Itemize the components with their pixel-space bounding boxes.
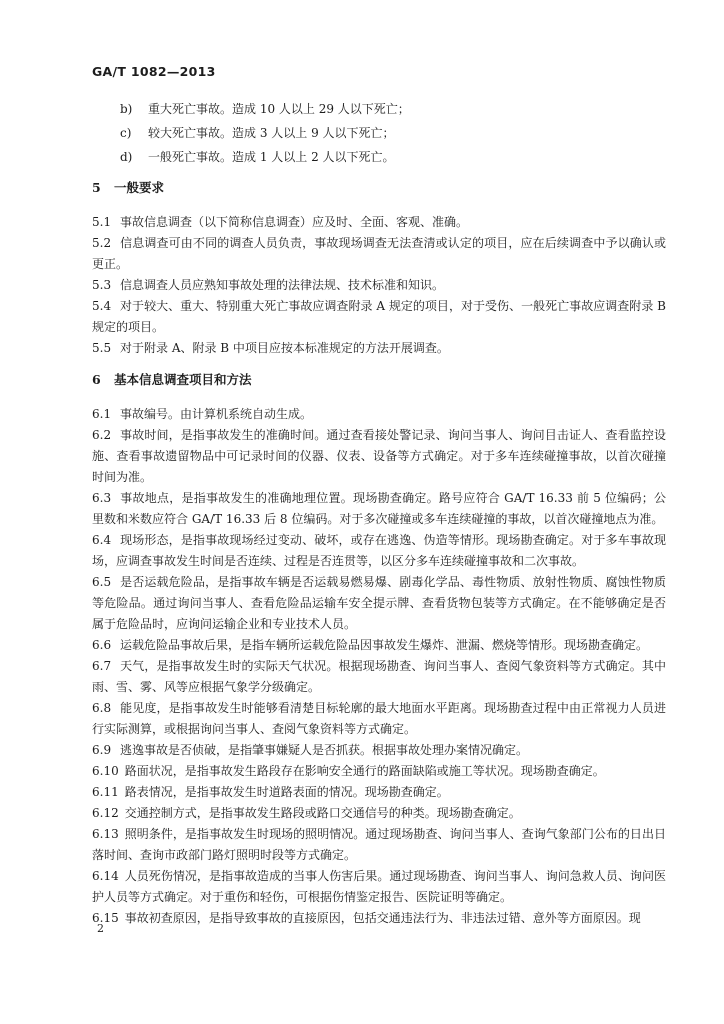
clause-text: 照明条件，是指事故发生时现场的照明情况。通过现场勘查、询问当事人、查询气象部门公布的日出日落时间、查询市政部门路灯照明时段等方式确定。 bbox=[92, 827, 666, 862]
clause-text: 运载危险品事故后果，是指车辆所运载危险品因事故发生爆炸、泄漏、燃烧等情形。现场勘查确定。 bbox=[120, 638, 649, 652]
section-5-clauses bbox=[92, 212, 666, 359]
section-title-text: 一般要求 bbox=[114, 180, 165, 195]
clause-number: 6.1 bbox=[92, 407, 112, 421]
clause-number: 6.10 bbox=[92, 764, 119, 778]
clause bbox=[92, 866, 666, 908]
clause-number: 5.3 bbox=[92, 278, 112, 292]
clause-number: 5.4 bbox=[92, 299, 112, 313]
clause-text: 逃逸事故是否侦破，是指肇事嫌疑人是否抓获。根据事故处理办案情况确定。 bbox=[120, 743, 529, 757]
clause-number: 6.4 bbox=[92, 533, 112, 547]
clause bbox=[92, 761, 666, 782]
clause-text: 信息调查可由不同的调查人员负责，事故现场调查无法查清或认定的项目，应在后续调查中予以确认或更正。 bbox=[92, 236, 666, 271]
clause-text: 对于附录 A、附录 B 中项目应按本标准规定的方法开展调查。 bbox=[120, 341, 449, 355]
clause bbox=[92, 530, 666, 572]
clause-number: 6.2 bbox=[92, 428, 112, 442]
clause-number: 6.15 bbox=[92, 911, 119, 925]
clause-number: 6.13 bbox=[92, 827, 119, 841]
list-item bbox=[120, 97, 660, 121]
list-item-mark: d) bbox=[120, 150, 133, 164]
clause bbox=[92, 425, 666, 488]
clause-text: 事故编号。由计算机系统自动生成。 bbox=[120, 407, 313, 421]
section-5-title bbox=[92, 178, 164, 196]
list-item-text: 较大死亡事故。造成 3 人以上 9 人以下死亡； bbox=[148, 126, 395, 140]
clause-number: 5.5 bbox=[92, 341, 112, 355]
section-6-title bbox=[92, 370, 252, 388]
clause-text: 事故地点，是指事故发生的准确地理位置。现场勘查确定。路号应符合 GA/T 16.33 前 5 位编码；公里数和米数应符合 GA/T 16.33 后 8 位编码。对于多次碰撞或多车连续碰撞的事故，以首次碰撞地点为准。 bbox=[92, 491, 666, 526]
list-item-mark: b) bbox=[120, 102, 133, 116]
list-item-mark: c) bbox=[120, 126, 132, 140]
clause-number: 6.5 bbox=[92, 575, 112, 589]
clause-text: 路表情况，是指事故发生时道路表面的情况。现场勘查确定。 bbox=[124, 785, 449, 799]
clause bbox=[92, 296, 666, 338]
clause-number: 6.8 bbox=[92, 701, 112, 715]
clause-text: 人员死伤情况，是指事故造成的当事人伤害后果。通过现场勘查、询问当事人、询问急救人员、询问医护人员等方式确定。对于重伤和轻伤，可根据伤情鉴定报告、医院证明等确定。 bbox=[92, 869, 666, 904]
clause bbox=[92, 824, 666, 866]
section-title-text: 基本信息调查项目和方法 bbox=[114, 372, 252, 387]
clause bbox=[92, 803, 666, 824]
list-item bbox=[120, 145, 660, 169]
clause-number: 6.11 bbox=[92, 785, 119, 799]
clause-number: 5.1 bbox=[92, 215, 112, 229]
section-number: 5 bbox=[92, 180, 101, 195]
clause-text: 能见度，是指事故发生时能够看清楚目标轮廓的最大地面水平距离。现场勘查过程中由正常视力人员进行实际测算，或根据询问当事人、查阅气象资料等方式确定。 bbox=[92, 701, 666, 736]
clause-text: 交通控制方式，是指事故发生路段或路口交通信号的种类。现场勘查确定。 bbox=[124, 806, 521, 820]
clause-number: 6.9 bbox=[92, 743, 112, 757]
fatality-level-list bbox=[120, 97, 660, 169]
clause-number: 6.7 bbox=[92, 659, 112, 673]
page-number: 2 bbox=[97, 922, 104, 935]
clause bbox=[92, 740, 666, 761]
clause-text: 是否运载危险品，是指事故车辆是否运载易燃易爆、剧毒化学品、毒性物质、放射性物质、腐蚀性物质等危险品。通过询问当事人、查看危险品运输车安全提示牌、查看货物包装等方式确定。在不能够确定是否属于危险品时，应询问运输企业和专业技术人员。 bbox=[92, 575, 666, 631]
clause bbox=[92, 908, 666, 929]
section-6-clauses bbox=[92, 404, 666, 929]
clause-text: 现场形态，是指事故现场经过变动、破坏，或存在逃逸、伪造等情形。现场勘查确定。对于多车事故现场，应调查事故发生时间是否连续、过程是否连贯等，以区分多车连续碰撞事故和二次事故。 bbox=[92, 533, 666, 568]
list-item bbox=[120, 121, 660, 145]
clause bbox=[92, 656, 666, 698]
clause bbox=[92, 212, 666, 233]
clause-number: 6.6 bbox=[92, 638, 112, 652]
clause-text: 天气，是指事故发生时的实际天气状况。根据现场勘查、询问当事人、查阅气象资料等方式确定。其中雨、雪、雾、风等应根据气象学分级确定。 bbox=[92, 659, 666, 694]
clause bbox=[92, 338, 666, 359]
clause bbox=[92, 635, 666, 656]
clause-number: 6.3 bbox=[92, 491, 112, 505]
clause bbox=[92, 782, 666, 803]
clause bbox=[92, 698, 666, 740]
clause bbox=[92, 572, 666, 635]
list-item-text: 重大死亡事故。造成 10 人以上 29 人以下死亡； bbox=[148, 102, 410, 116]
clause bbox=[92, 233, 666, 275]
section-number: 6 bbox=[92, 372, 101, 387]
clause-number: 6.12 bbox=[92, 806, 119, 820]
clause-text: 事故初查原因，是指导致事故的直接原因，包括交通违法行为、非违法过错、意外等方面原因。现 bbox=[124, 911, 641, 925]
clause bbox=[92, 404, 666, 425]
clause bbox=[92, 275, 666, 296]
clause-text: 对于较大、重大、特别重大死亡事故应调查附录 A 规定的项目，对于受伤、一般死亡事故应调查附录 B 规定的项目。 bbox=[92, 299, 666, 334]
clause-number: 5.2 bbox=[92, 236, 112, 250]
clause-text: 事故时间，是指事故发生的准确时间。通过查看接处警记录、询问当事人、询问目击证人、查看监控设施、查看事故遗留物品中可记录时间的仪器、仪表、设备等方式确定。对于多车连续碰撞事故，以首次碰撞时间为准。 bbox=[92, 428, 666, 484]
clause bbox=[92, 488, 666, 530]
list-item-text: 一般死亡事故。造成 1 人以上 2 人以下死亡。 bbox=[148, 150, 395, 164]
clause-number: 6.14 bbox=[92, 869, 119, 883]
clause-text: 事故信息调查（以下简称信息调查）应及时、全面、客观、准确。 bbox=[120, 215, 469, 229]
clause-text: 路面状况，是指事故发生路段存在影响安全通行的路面缺陷或施工等状况。现场勘查确定。 bbox=[124, 764, 605, 778]
standard-code-header: GA/T 1082—2013 bbox=[92, 64, 216, 79]
clause-text: 信息调查人员应熟知事故处理的法律法规、技术标准和知识。 bbox=[120, 278, 445, 292]
